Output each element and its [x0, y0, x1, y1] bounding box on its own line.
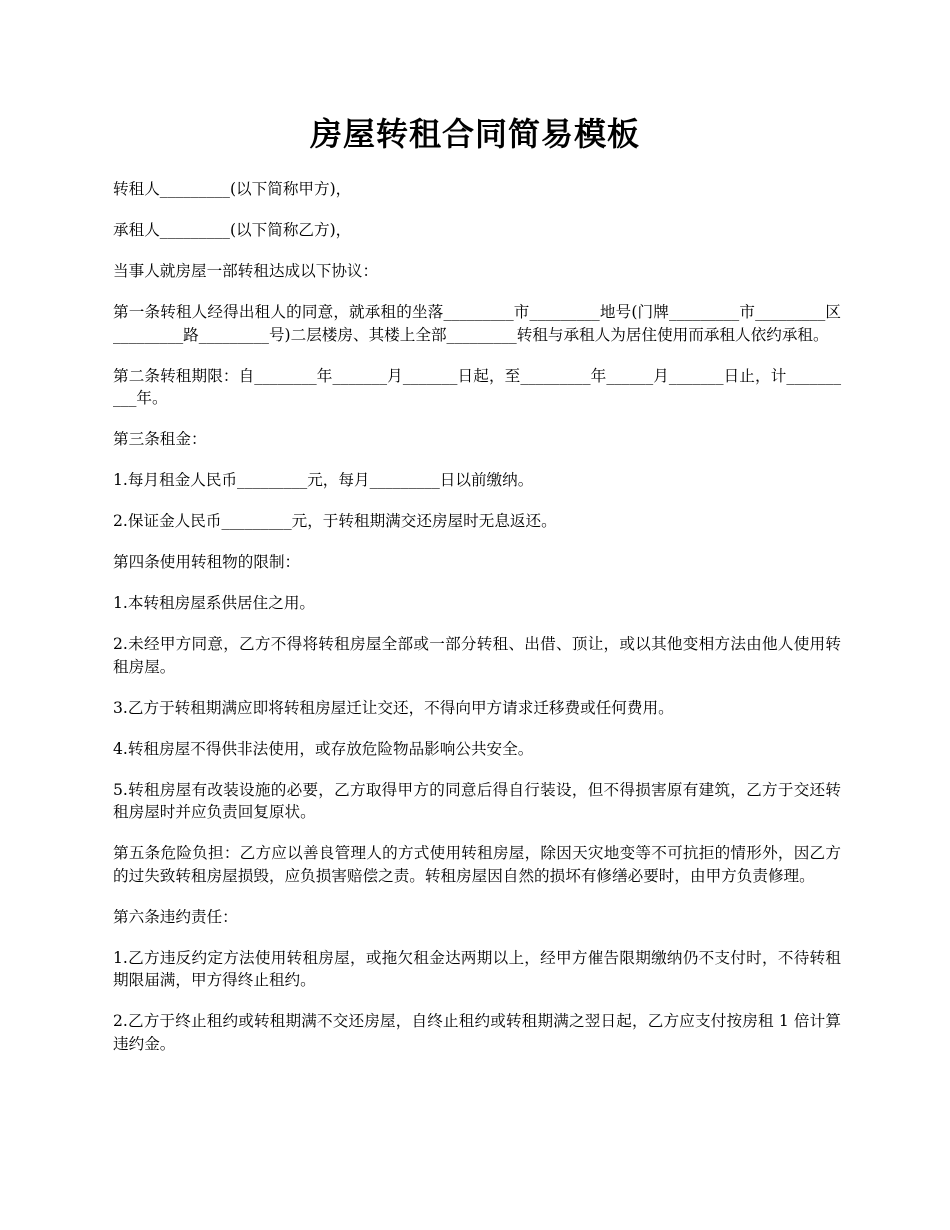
article-4-item-4: 4.转租房屋不得供非法使用，或存放危险物品影响公共安全。 — [113, 739, 534, 758]
article-6-item-2: 2.乙方于终止租约或转租期满不交还房屋，自终止租约或转租期满之翌日起，乙方应支付按房租 1 倍计算违约金。 — [113, 1012, 841, 1053]
article-4-item-1: 1.本转租房屋系供居住之用。 — [113, 594, 316, 612]
article-6-heading: 第六条违约责任： — [113, 907, 238, 926]
article-3-item-2: 2.保证金人民币_________元，于转租期满交还房屋时无息返还。 — [113, 512, 557, 530]
article-3-item-1: 1.每月租金人民币_________元，每月_________日以前缴纳。 — [113, 471, 534, 489]
article-1: 第一条转租人经得出租人的同意，就承租的坐落_________市_________地号(门牌_________市_________区_________路_________号)二层楼房、其楼上全部_________转租与承租人为居住使用而承租人依约承租。 — [113, 303, 841, 344]
party-b-line: 承租人_________(以下简称乙方)， — [113, 221, 352, 239]
agreement-intro: 当事人就房屋一部转租达成以下协议： — [113, 262, 379, 280]
article-5: 第五条危险负担：乙方应以善良管理人的方式使用转租房屋，除因天灾地变等不可抗拒的情形外，因乙方的过失致转租房屋损毁，应负损害赔偿之责。转租房屋因自然的损坏有修缮必要时，由甲方负责修理。 — [113, 844, 841, 885]
document-body — [113, 178, 841, 1074]
article-4-heading: 第四条使用转租物的限制： — [113, 553, 301, 571]
article-4-item-2: 2.未经甲方同意，乙方不得将转租房屋全部或一部分转租、出借、顶让，或以其他变相方法由他人使用转租房屋。 — [113, 635, 841, 676]
article-4-item-3: 3.乙方于转租期满应即将转租房屋迁让交还，不得向甲方请求迁移费或任何费用。 — [113, 698, 674, 717]
party-a-line: 转租人_________(以下简称甲方)， — [113, 180, 352, 198]
article-4-item-5: 5.转租房屋有改装设施的必要，乙方取得甲方的同意后得自行装设，但不得损害原有建筑，乙方于交还转租房屋时并应负责回复原状。 — [113, 780, 841, 821]
article-6-item-1: 1.乙方违反约定方法使用转租房屋，或拖欠租金达两期以上，经甲方催告限期缴纳仍不支付时，不待转租期限届满，甲方得终止租约。 — [113, 948, 841, 989]
article-3-heading: 第三条租金： — [113, 430, 207, 448]
document-title: 房屋转租合同简易模板 — [309, 115, 640, 153]
article-2: 第二条转租期限：自________年_______月_______日起，至_________年______月_______日止，计__________年。 — [113, 366, 841, 407]
